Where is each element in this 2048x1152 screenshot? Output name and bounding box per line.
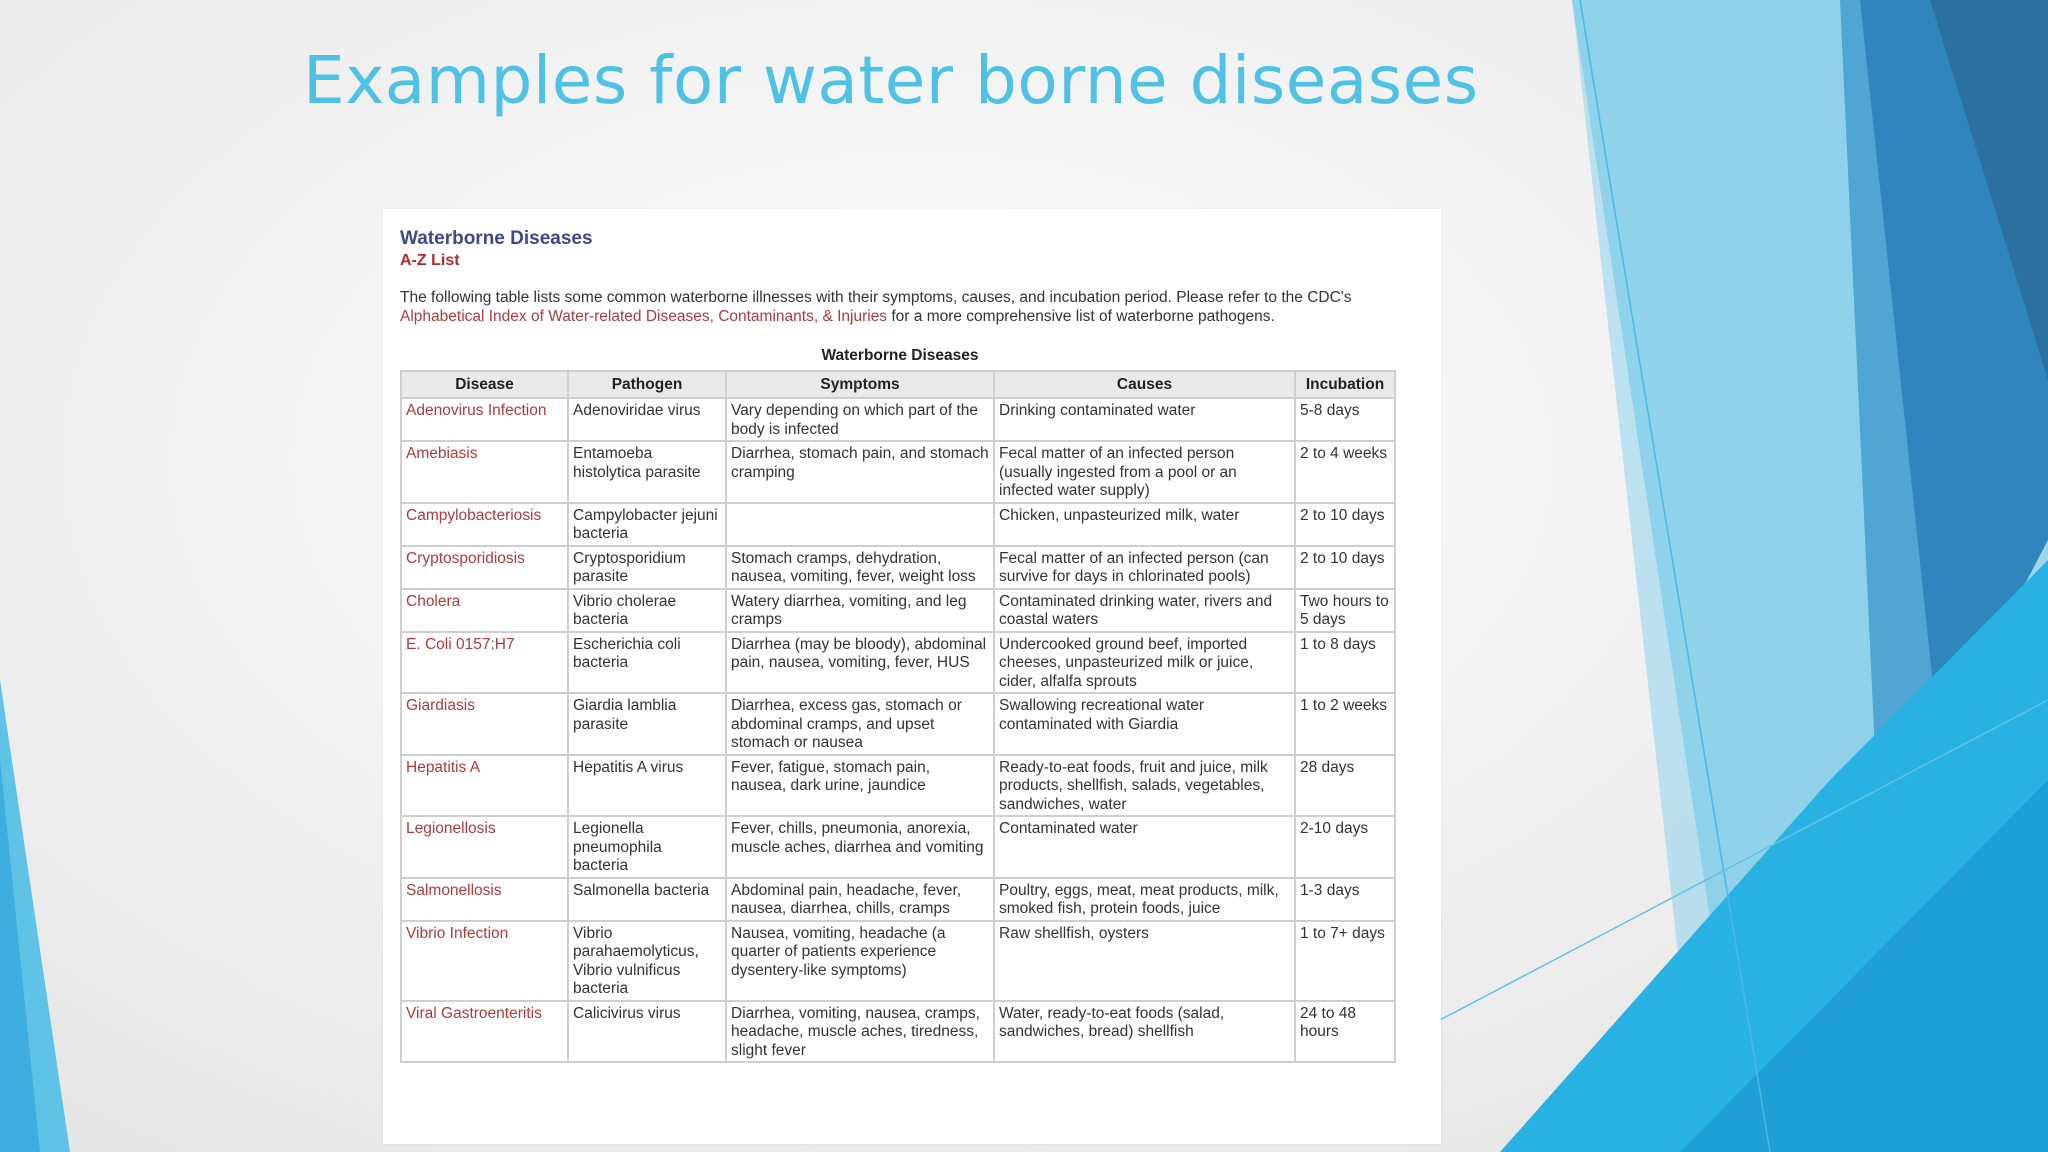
cell-disease[interactable]: Salmonellosis: [401, 878, 568, 921]
table-row: [401, 441, 1395, 503]
table-row: [401, 632, 1395, 694]
table-header-row: [401, 371, 1395, 398]
table-row: [401, 755, 1395, 817]
cell-pathogen: Cryptosporidium parasite: [568, 546, 726, 589]
intro-paragraph: [400, 288, 1415, 326]
cell-incubation: 2 to 10 days: [1295, 546, 1395, 589]
cell-pathogen: Giardia lamblia parasite: [568, 693, 726, 755]
cell-disease[interactable]: Campylobacteriosis: [401, 503, 568, 546]
cell-incubation: 1 to 8 days: [1295, 632, 1395, 694]
cell-pathogen: Escherichia coli bacteria: [568, 632, 726, 694]
table-row: [401, 503, 1395, 546]
document-subheading: A-Z List: [400, 252, 460, 269]
cell-pathogen: Vibrio parahaemolyticus, Vibrio vulnificus bacteria: [568, 921, 726, 1001]
cell-incubation: 28 days: [1295, 755, 1395, 817]
cell-disease[interactable]: E. Coli 0157:H7: [401, 632, 568, 694]
column-header-symptoms: Symptoms: [726, 371, 994, 398]
cell-incubation: 2 to 4 weeks: [1295, 441, 1395, 503]
column-header-causes: Causes: [994, 371, 1295, 398]
table-row: [401, 693, 1395, 755]
table-caption: Waterborne Diseases: [821, 347, 979, 364]
cell-pathogen: Legionella pneumophila bacteria: [568, 816, 726, 878]
column-header-incubation: Incubation: [1295, 371, 1395, 398]
cdc-index-link[interactable]: Alphabetical Index of Water-related Diseases, Contaminants, & Injuries: [400, 308, 888, 325]
cell-incubation: 1-3 days: [1295, 878, 1395, 921]
embedded-document-screenshot: [383, 209, 1441, 1144]
cell-incubation: 5-8 days: [1295, 398, 1395, 441]
cell-causes: Drinking contaminated water: [994, 398, 1295, 441]
cell-causes: Water, ready-to-eat foods (salad, sandwiches, bread) shellfish: [994, 1001, 1295, 1063]
table-row: [401, 398, 1395, 441]
waterborne-diseases-table: [400, 370, 1396, 1063]
cell-incubation: Two hours to 5 days: [1295, 589, 1395, 632]
cell-pathogen: Adenoviridae virus: [568, 398, 726, 441]
intro-text: The following table lists some common waterborne illnesses with their symptoms, causes, and incubation period. Please refer to the CDC's: [400, 289, 1352, 306]
cell-symptoms: Watery diarrhea, vomiting, and leg cramps: [726, 589, 994, 632]
cell-symptoms: Fever, chills, pneumonia, anorexia, muscle aches, diarrhea and vomiting: [726, 816, 994, 878]
column-header-pathogen: Pathogen: [568, 371, 726, 398]
cell-symptoms: [726, 503, 994, 546]
cell-pathogen: Calicivirus virus: [568, 1001, 726, 1063]
cell-symptoms: Diarrhea, stomach pain, and stomach cramping: [726, 441, 994, 503]
table-row: [401, 921, 1395, 1001]
cell-symptoms: Vary depending on which part of the body is infected: [726, 398, 994, 441]
cell-causes: Swallowing recreational water contaminated with Giardia: [994, 693, 1295, 755]
cell-causes: Contaminated water: [994, 816, 1295, 878]
cell-disease[interactable]: Cholera: [401, 589, 568, 632]
table-row: [401, 589, 1395, 632]
table-row: [401, 546, 1395, 589]
cell-causes: Chicken, unpasteurized milk, water: [994, 503, 1295, 546]
cell-pathogen: Vibrio cholerae bacteria: [568, 589, 726, 632]
cell-causes: Poultry, eggs, meat, meat products, milk, smoked fish, protein foods, juice: [994, 878, 1295, 921]
cell-causes: Ready-to-eat foods, fruit and juice, milk products, shellfish, salads, vegetables, sandwiches, water: [994, 755, 1295, 817]
cell-pathogen: Salmonella bacteria: [568, 878, 726, 921]
cell-incubation: 1 to 7+ days: [1295, 921, 1395, 1001]
cell-incubation: 2 to 10 days: [1295, 503, 1395, 546]
cell-symptoms: Diarrhea, vomiting, nausea, cramps, headache, muscle aches, tiredness, slight fever: [726, 1001, 994, 1063]
cell-disease[interactable]: Amebiasis: [401, 441, 568, 503]
cell-disease[interactable]: Hepatitis A: [401, 755, 568, 817]
cell-disease[interactable]: Cryptosporidiosis: [401, 546, 568, 589]
table-row: [401, 816, 1395, 878]
cell-symptoms: Nausea, vomiting, headache (a quarter of patients experience dysentery-like symptoms): [726, 921, 994, 1001]
cell-causes: Fecal matter of an infected person (can survive for days in chlorinated pools): [994, 546, 1295, 589]
cell-incubation: 1 to 2 weeks: [1295, 693, 1395, 755]
column-header-disease: Disease: [401, 371, 568, 398]
slide-title: Examples for water borne diseases: [303, 42, 1479, 119]
cell-pathogen: Hepatitis A virus: [568, 755, 726, 817]
cell-symptoms: Abdominal pain, headache, fever, nausea, diarrhea, chills, cramps: [726, 878, 994, 921]
cell-incubation: 2-10 days: [1295, 816, 1395, 878]
cell-symptoms: Diarrhea (may be bloody), abdominal pain, nausea, vomiting, fever, HUS: [726, 632, 994, 694]
cell-symptoms: Diarrhea, excess gas, stomach or abdominal cramps, and upset stomach or nausea: [726, 693, 994, 755]
cell-incubation: 24 to 48 hours: [1295, 1001, 1395, 1063]
cell-symptoms: Fever, fatigue, stomach pain, nausea, dark urine, jaundice: [726, 755, 994, 817]
cell-pathogen: Entamoeba histolytica parasite: [568, 441, 726, 503]
cell-causes: Contaminated drinking water, rivers and coastal waters: [994, 589, 1295, 632]
table-row: [401, 1001, 1395, 1063]
cell-symptoms: Stomach cramps, dehydration, nausea, vomiting, fever, weight loss: [726, 546, 994, 589]
cell-pathogen: Campylobacter jejuni bacteria: [568, 503, 726, 546]
cell-disease[interactable]: Vibrio Infection: [401, 921, 568, 1001]
intro-text-end: for a more comprehensive list of waterborne pathogens.: [887, 308, 1275, 325]
cell-disease[interactable]: Adenovirus Infection: [401, 398, 568, 441]
cell-disease[interactable]: Legionellosis: [401, 816, 568, 878]
cell-disease[interactable]: Giardiasis: [401, 693, 568, 755]
document-heading: Waterborne Diseases: [400, 228, 593, 249]
cell-causes: Fecal matter of an infected person (usually ingested from a pool or an infected water supply): [994, 441, 1295, 503]
cell-causes: Raw shellfish, oysters: [994, 921, 1295, 1001]
cell-causes: Undercooked ground beef, imported cheeses, unpasteurized milk or juice, cider, alfalfa sprouts: [994, 632, 1295, 694]
table-row: [401, 878, 1395, 921]
cell-disease[interactable]: Viral Gastroenteritis: [401, 1001, 568, 1063]
